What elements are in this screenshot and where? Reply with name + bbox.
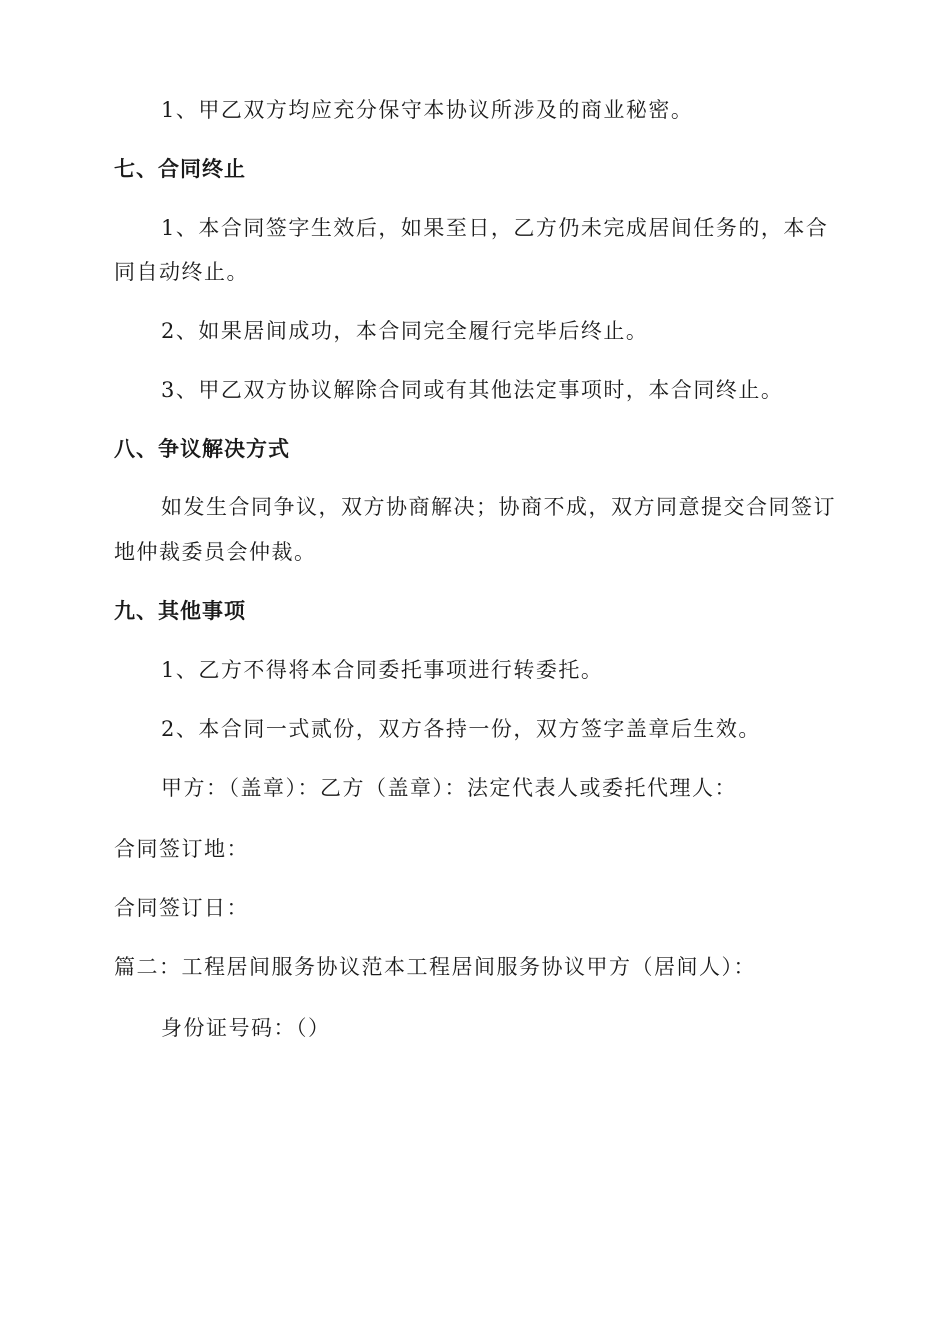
paragraph-dispute: 如发生合同争议，双方协商解决；协商不成，双方同意提交合同签订 [161, 495, 836, 519]
paragraph-termination-1-cont: 同自动终止。 [114, 260, 249, 284]
part-two-title: 篇二：工程居间服务协议范本工程居间服务协议甲方（居间人）： [114, 955, 756, 979]
paragraph-other-1: 1、乙方不得将本合同委托事项进行转委托。 [161, 658, 604, 682]
paragraph-other-2: 2、本合同一式贰份，双方各持一份，双方签字盖章后生效。 [161, 717, 761, 741]
section-heading-termination: 七、合同终止 [114, 157, 246, 181]
section-heading-dispute: 八、争议解决方式 [114, 437, 290, 461]
section-heading-other: 九、其他事项 [114, 599, 246, 623]
signing-date: 合同签订日： [114, 896, 249, 920]
id-number-field: 身份证号码：（） [161, 1016, 331, 1040]
paragraph-termination-1: 1、本合同签字生效后，如果至日，乙方仍未完成居间任务的，本合 [161, 216, 829, 240]
paragraph-confidentiality: 1、甲乙双方均应充分保守本协议所涉及的商业秘密。 [161, 98, 694, 122]
paragraph-dispute-cont: 地仲裁委员会仲裁。 [114, 540, 317, 564]
paragraph-termination-3: 3、甲乙双方协议解除合同或有其他法定事项时，本合同终止。 [161, 378, 784, 402]
paragraph-termination-2: 2、如果居间成功，本合同完全履行完毕后终止。 [161, 319, 649, 343]
signing-place: 合同签订地： [114, 837, 249, 861]
signature-line: 甲方：（盖章）：乙方（盖章）：法定代表人或委托代理人： [161, 776, 737, 800]
